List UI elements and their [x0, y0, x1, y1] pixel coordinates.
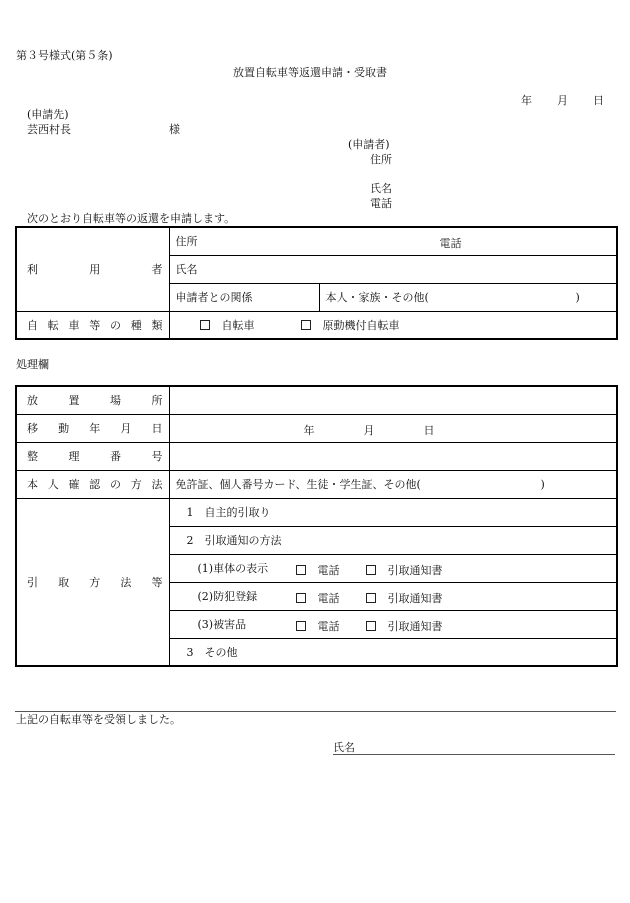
- bicycle-checkbox[interactable]: [200, 320, 210, 330]
- identity-options-cell[interactable]: [169, 470, 617, 498]
- sub-item-opt2: 引取通知書: [387, 563, 443, 577]
- sub-item-opt2: 引取通知書: [387, 619, 443, 633]
- relation-options: 本人・家族・その他(: [325, 291, 429, 304]
- applicant-label: (申請者): [348, 138, 390, 151]
- intro-text: 次のとおり自転車等の返還を申請します。: [27, 212, 236, 225]
- relation-label-cell: [169, 283, 319, 311]
- location-label: 放 置 場 所: [27, 394, 163, 408]
- receipt-divider: [15, 711, 616, 712]
- recipient-label: (申請先): [27, 108, 69, 121]
- moped-option: 原動機付自転車: [322, 318, 400, 332]
- form-number: 第３号様式(第５条): [16, 49, 113, 62]
- sub-item-opt1: 電話: [317, 619, 340, 633]
- identity-label-cell: [16, 470, 169, 498]
- date-month: 月: [557, 94, 568, 107]
- location-label-cell: [16, 386, 169, 414]
- bicycle-type-label-cell: [16, 311, 169, 339]
- ref-number-label: 整 理 番 号: [27, 450, 163, 463]
- moved-date-value-cell[interactable]: [169, 414, 617, 442]
- notice-checkbox[interactable]: [366, 621, 376, 631]
- recipient-name: 芸西村長: [27, 123, 71, 136]
- pickup-1-cell[interactable]: [169, 498, 617, 526]
- bicycle-option: 自転車: [221, 318, 255, 332]
- moved-day: 日: [423, 423, 435, 437]
- date-day: 日: [593, 94, 604, 107]
- sub-item-row[interactable]: [169, 554, 617, 582]
- sub-item-opt1: 電話: [317, 591, 340, 605]
- phone-checkbox[interactable]: [296, 593, 306, 603]
- identity-label: 本 人 確 認 の 方 法: [27, 478, 163, 491]
- processing-section-label: 処理欄: [16, 358, 49, 371]
- user-address-label: 住所: [175, 235, 198, 249]
- pickup-label-cell: [16, 498, 169, 666]
- sub-item-label: (2)防犯登録: [197, 590, 258, 603]
- moved-year: 年: [303, 423, 315, 437]
- phone-checkbox[interactable]: [296, 565, 306, 575]
- bicycle-type-options: [169, 311, 617, 339]
- moped-checkbox[interactable]: [301, 320, 311, 330]
- receipt-name-label: 氏名: [333, 741, 355, 754]
- sub-item-row[interactable]: [169, 582, 617, 610]
- user-address-cell[interactable]: [169, 227, 617, 255]
- sub-item-opt1: 電話: [317, 563, 340, 577]
- pickup-3: 3 その他: [186, 645, 238, 659]
- applicant-phone-label: 電話: [370, 197, 392, 210]
- moved-date-label: 移 動 年 月 日: [27, 422, 163, 435]
- applicant-address-label: 住所: [370, 153, 392, 166]
- user-phone-label: 電話: [439, 237, 462, 250]
- user-name-cell[interactable]: [169, 255, 617, 283]
- application-table: [15, 226, 618, 340]
- pickup-3-cell[interactable]: [169, 638, 617, 666]
- phone-checkbox[interactable]: [296, 621, 306, 631]
- honorific: 様: [169, 123, 180, 136]
- location-value-cell[interactable]: [169, 386, 617, 414]
- notice-checkbox[interactable]: [366, 565, 376, 575]
- ref-number-value-cell[interactable]: [169, 442, 617, 470]
- pickup-2: 2 引取通知の方法: [186, 534, 282, 547]
- applicant-name-label: 氏名: [370, 182, 392, 195]
- ref-number-label-cell: [16, 442, 169, 470]
- date-year: 年: [521, 94, 532, 107]
- sub-item-label: (3)被害品: [197, 618, 247, 631]
- receipt-statement: 上記の自転車等を受領しました。: [16, 713, 181, 726]
- pickup-label: 引 取 方 法 等: [27, 575, 163, 589]
- moved-date-label-cell: [16, 414, 169, 442]
- bicycle-type-label: 自 転 車 等 の 種 類: [27, 318, 163, 332]
- user-label: 利 用 者: [27, 263, 163, 277]
- sub-item-opt2: 引取通知書: [387, 591, 443, 605]
- relation-close: ): [575, 290, 580, 304]
- pickup-2-cell[interactable]: [169, 526, 617, 554]
- user-label-cell: [16, 227, 169, 311]
- moved-month: 月: [363, 423, 375, 437]
- page-title: 放置自転車等返還申請・受取書: [233, 66, 387, 79]
- identity-close: ): [540, 477, 545, 491]
- relation-options-cell[interactable]: [319, 283, 617, 311]
- pickup-1: 1 自主的引取り: [186, 506, 271, 519]
- processing-table: [15, 385, 618, 667]
- sub-item-row[interactable]: [169, 610, 617, 638]
- user-name-label: 氏名: [175, 263, 198, 276]
- receipt-signature-line[interactable]: [333, 754, 615, 755]
- sub-item-label: (1)車体の表示: [197, 562, 269, 575]
- identity-options: 免許証、個人番号カード、生徒・学生証、その他(: [175, 478, 421, 491]
- notice-checkbox[interactable]: [366, 593, 376, 603]
- relation-label: 申請者との関係: [175, 291, 253, 304]
